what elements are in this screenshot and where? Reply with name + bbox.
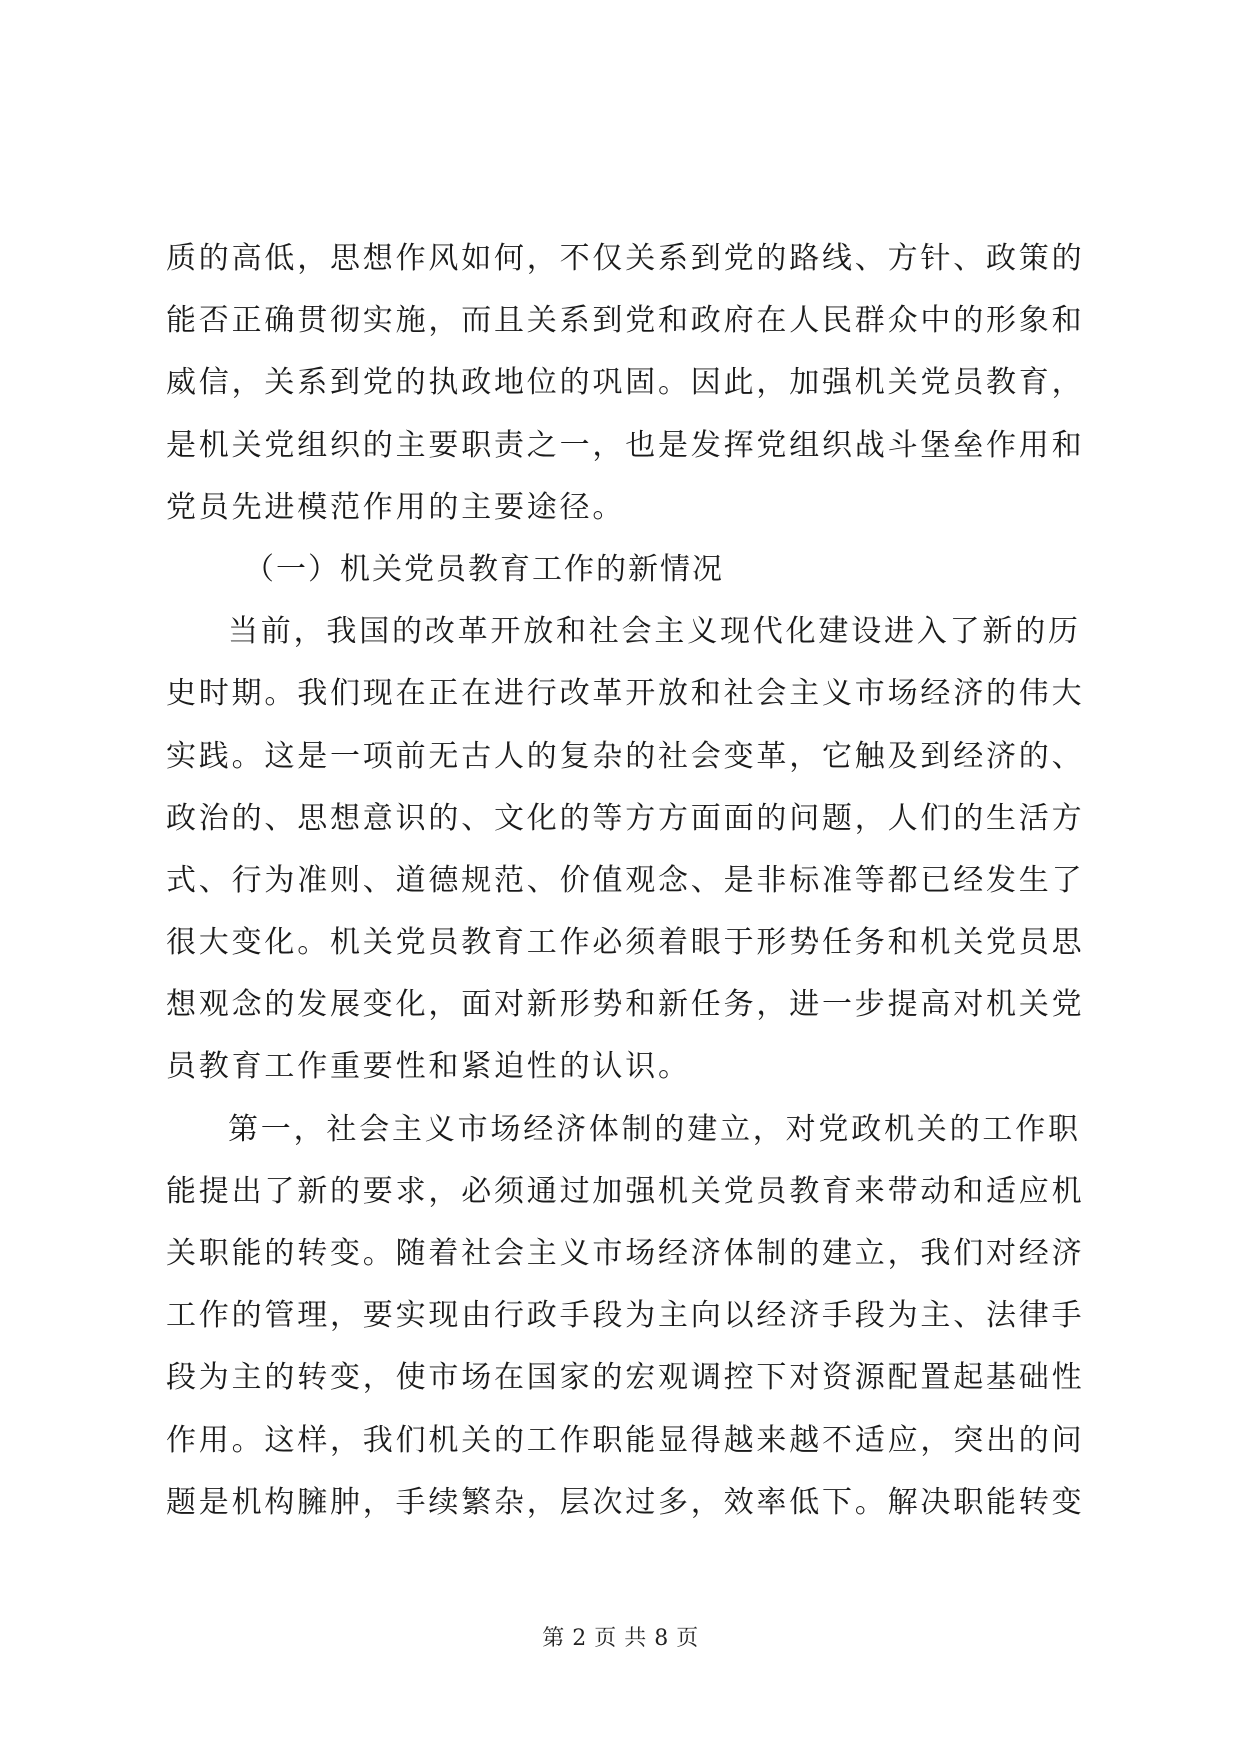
body-line: 能提出了新的要求，必须通过加强机关党员教育来带动和适应机 [166, 1173, 1085, 1209]
body-line: 第一，社会主义市场经济体制的建立，对党政机关的工作职 [228, 1111, 1081, 1147]
body-line: 段为主的转变，使市场在国家的宏观调控下对资源配置起基础性 [166, 1360, 1085, 1396]
page-number-footer: 第 2 页 共 8 页 [542, 1626, 699, 1651]
body-line: 政治的、思想意识的、文化的等方方面面的问题，人们的生活方 [166, 800, 1085, 836]
body-line: 质的高低，思想作风如何，不仅关系到党的路线、方针、政策的 [166, 241, 1085, 276]
section-heading: （一）机关党员教育工作的新情况 [244, 551, 724, 587]
body-line: 当前，我国的改革开放和社会主义现代化建设进入了新的历 [228, 614, 1081, 650]
body-line: 作用。这样，我们机关的工作职能显得越来越不适应，突出的问 [166, 1422, 1085, 1458]
body-line: 题是机构臃肿，手续繁杂，层次过多，效率低下。解决职能转变 [166, 1484, 1085, 1520]
body-line: 史时期。我们现在正在进行改革开放和社会主义市场经济的伟大 [166, 676, 1085, 712]
body-line: 能否正确贯彻实施，而且关系到党和政府在人民群众中的形象和 [166, 303, 1085, 339]
body-line: 关职能的转变。随着社会主义市场经济体制的建立，我们对经济 [166, 1236, 1085, 1271]
body-line: 式、行为准则、道德规范、价值观念、是非标准等都已经发生了 [166, 862, 1085, 898]
body-line: 党员先进模范作用的主要途径。 [166, 489, 626, 525]
body-line: 是机关党组织的主要职责之一，也是发挥党组织战斗堡垒作用和 [166, 427, 1085, 463]
body-line: 员教育工作重要性和紧迫性的认识。 [166, 1049, 691, 1085]
body-line: 实践。这是一项前无古人的复杂的社会变革，它触及到经济的、 [166, 738, 1085, 774]
body-line: 工作的管理，要实现由行政手段为主向以经济手段为主、法律手 [166, 1298, 1085, 1334]
body-line: 很大变化。机关党员教育工作必须着眼于形势任务和机关党员思 [166, 925, 1085, 961]
document-body [166, 228, 1085, 1534]
body-line: 威信，关系到党的执政地位的巩固。因此，加强机关党员教育， [166, 365, 1085, 401]
body-line: 想观念的发展变化，面对新形势和新任务，进一步提高对机关党 [166, 987, 1085, 1023]
